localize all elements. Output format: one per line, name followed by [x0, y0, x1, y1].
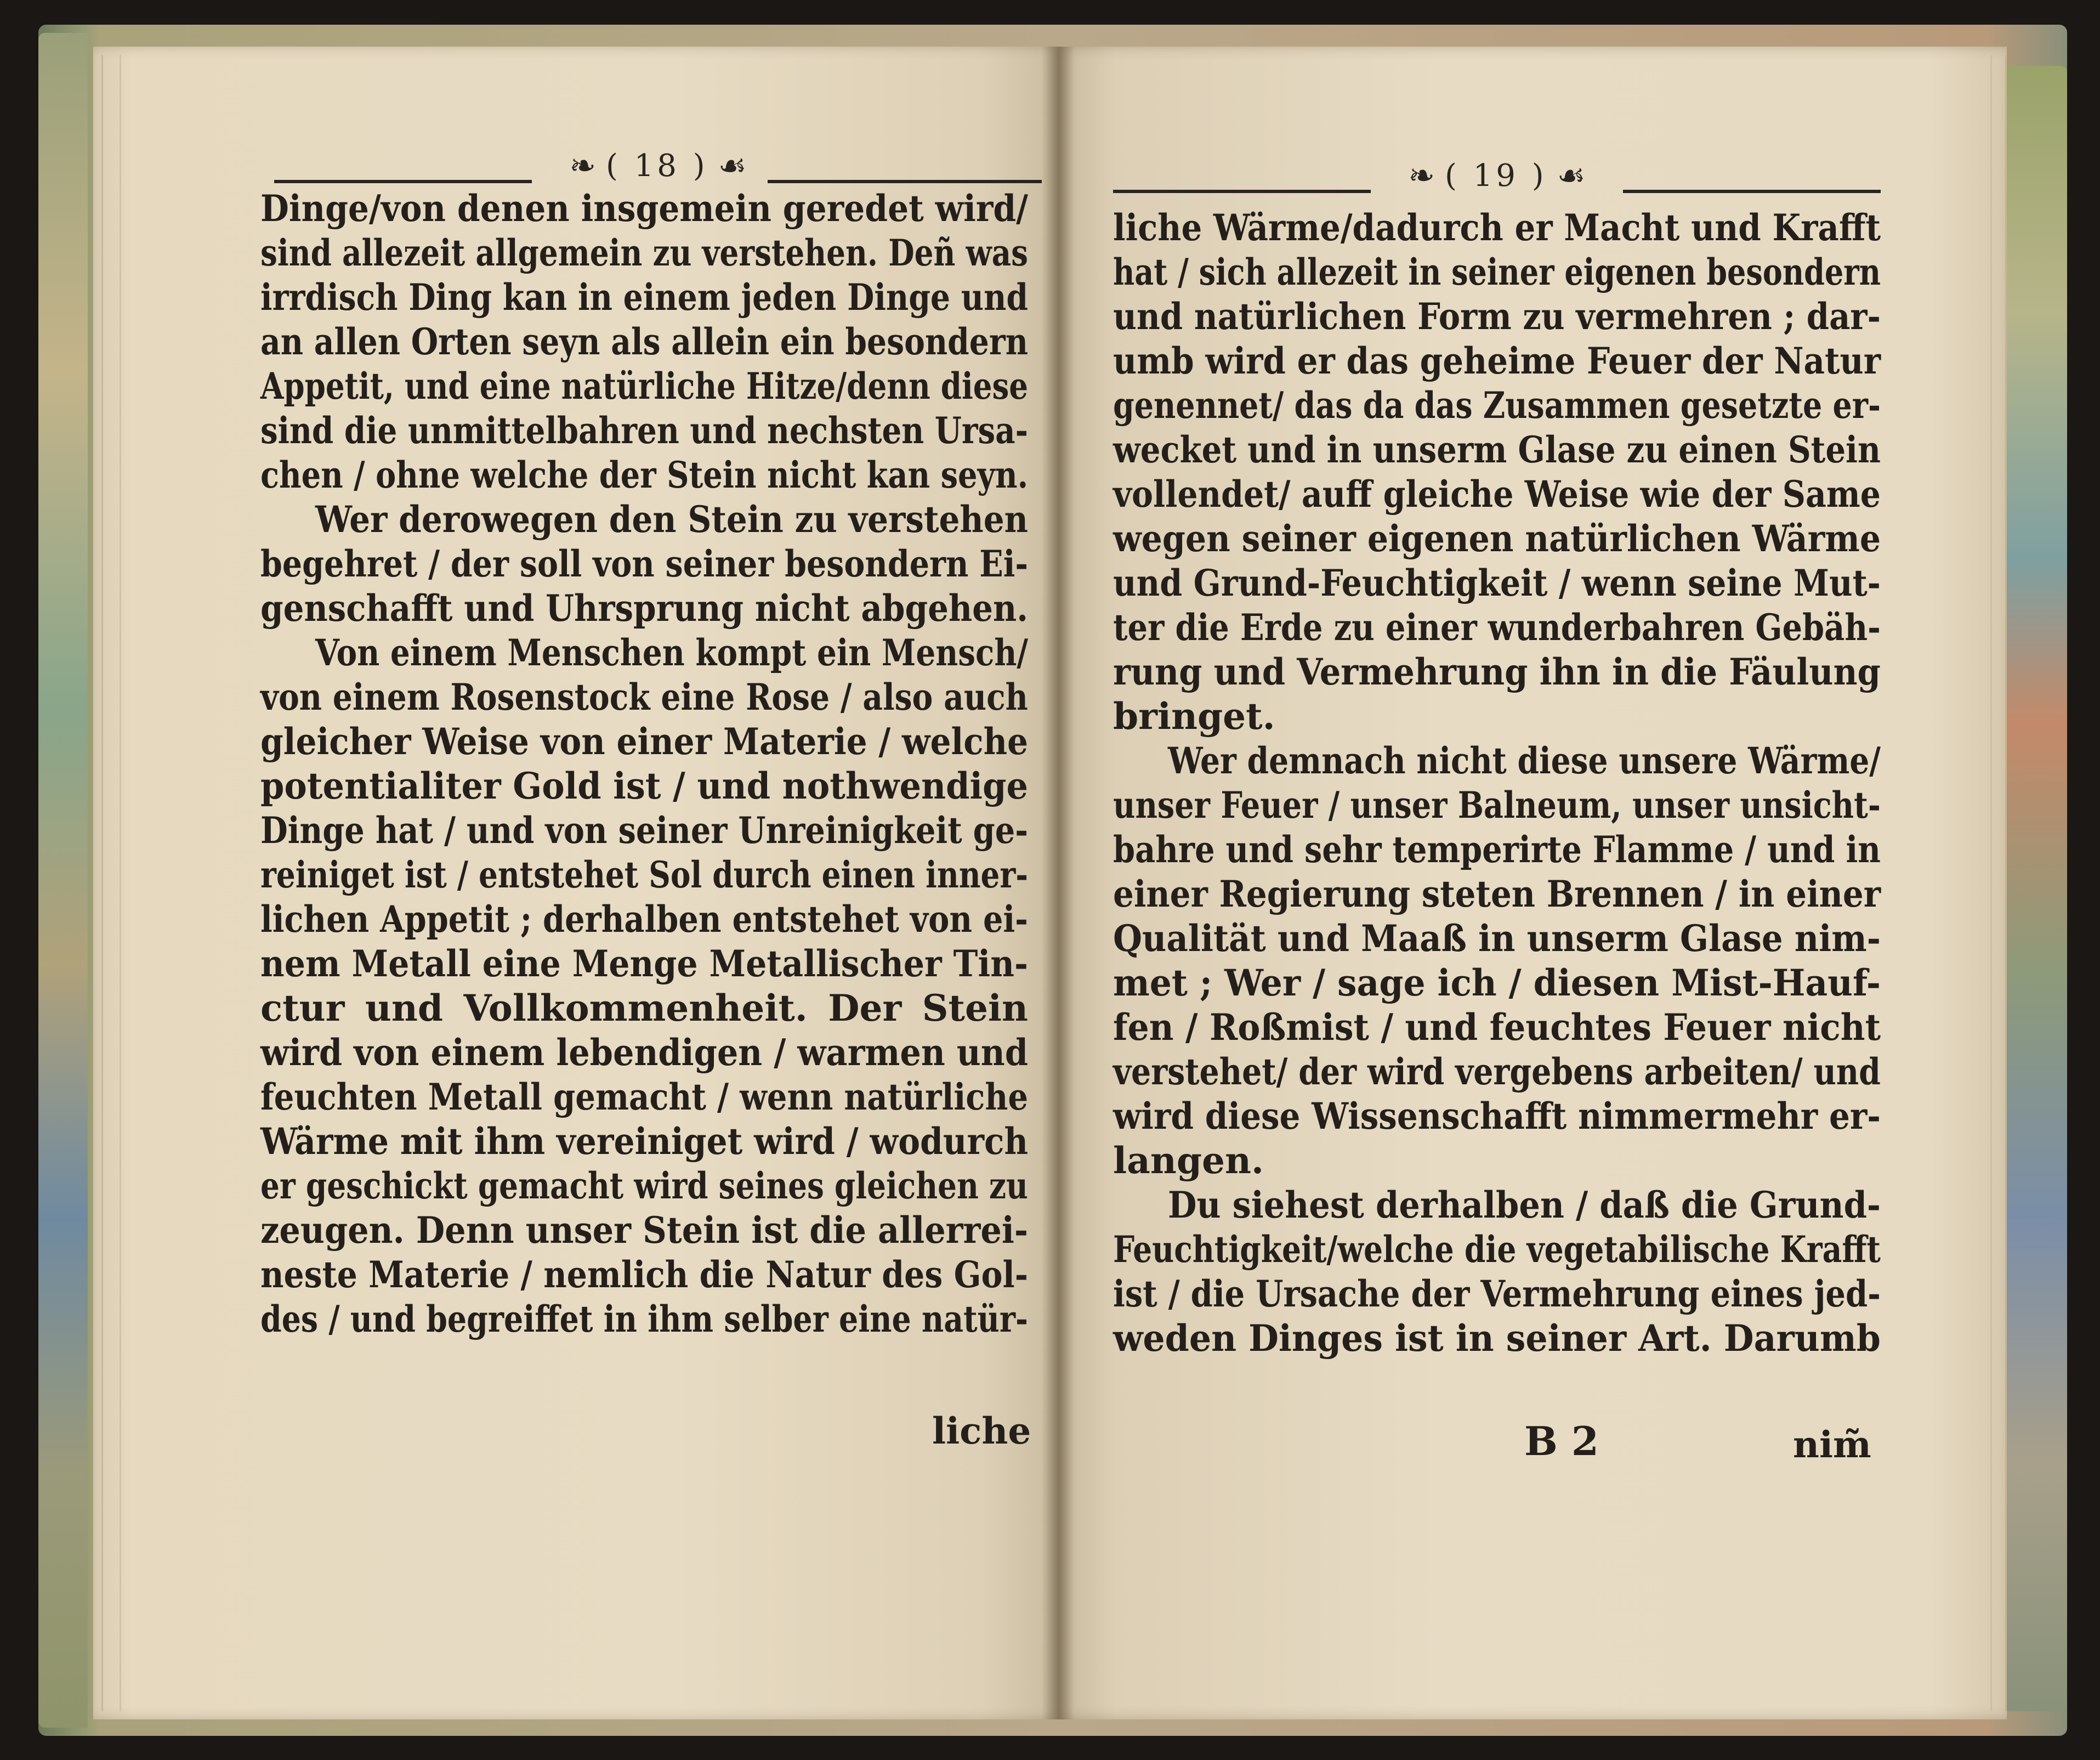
text-line: genennet/ das da das Zusammen gesetzte er-: [1113, 384, 1881, 427]
text-line: langen.: [1113, 1139, 1264, 1182]
text-line: met ; Wer / sage ich / diesen Mist-Hauf-: [1113, 961, 1881, 1004]
text-line: ist / die Ursache der Vermehrung eines jed-: [1113, 1272, 1881, 1315]
text-line: sind allezeit allgemein zu verstehen. Deñ was: [260, 231, 1029, 274]
right-page-text-block: [1113, 206, 1881, 1361]
text-line: verstehet/ der wird vergebens arbeiten/ und: [1113, 1050, 1881, 1093]
text-line: nem Metall eine Menge Metallischer Tin-: [260, 942, 1028, 985]
page-number: ( 19 ): [1445, 157, 1547, 194]
signature-mark: B 2: [1524, 1418, 1599, 1464]
text-line: gleicher Weise von einer Materie / welche: [260, 720, 1029, 763]
text-line: Wer demnach nicht diese unsere Wärme/: [1168, 739, 1881, 782]
text-line: genschafft und Uhrsprung nicht abgehen.: [260, 587, 1029, 630]
text-line: feuchten Metall gemacht / wenn natürliche: [260, 1076, 1028, 1118]
text-line: neste Materie / nemlich die Natur des Gol-: [260, 1253, 1029, 1296]
text-line: chen / ohne welche der Stein nicht kan seyn.: [260, 454, 1029, 496]
header-rule: [768, 180, 1042, 183]
header-rule: [1113, 190, 1371, 193]
text-line: und natürlichen Form zu vermehren ; dar-: [1113, 295, 1881, 338]
text-line: an allen Orten seyn als allein ein besondern: [260, 320, 1029, 363]
marbled-cover-right: [2007, 66, 2067, 1711]
text-line: er geschickt gemacht wird seines gleichen zu: [260, 1164, 1028, 1207]
text-line: lichen Appetit ; derhalben entstehet von ei-: [260, 898, 1028, 941]
text-line: Wärme mit ihm vereiniget wird / wodurch: [260, 1120, 1029, 1163]
text-line: hat / sich allezeit in seiner eigenen besondern: [1113, 251, 1881, 293]
text-line: bringet.: [1113, 695, 1275, 738]
text-line: wird diese Wissenschafft nimmermehr er-: [1113, 1095, 1881, 1138]
fleuron-ornament-icon: ☙: [718, 147, 747, 184]
left-page-edges: [101, 55, 121, 1711]
text-line: Feuchtigkeit/welche die vegetabilische Krafft: [1113, 1228, 1881, 1271]
text-line: von einem Rosenstock eine Rose / also auch: [260, 676, 1028, 718]
text-line: Dinge hat / und von seiner Unreinigkeit ge-: [260, 809, 1029, 852]
right-page-edges: [1990, 55, 2007, 1711]
text-line: wird von einem lebendigen / warmen und: [260, 1031, 1028, 1074]
text-line: Du siehest derhalben / daß die Grund-: [1168, 1184, 1881, 1226]
text-line: vollendet/ auff gleiche Weise wie der Same: [1113, 473, 1881, 516]
text-line: einer Regierung steten Brennen / in einer: [1113, 873, 1881, 915]
header-rule: [1623, 190, 1881, 193]
text-line: unser Feuer / unser Balneum, unser unsicht-: [1113, 784, 1881, 827]
page-number: ( 18 ): [606, 148, 708, 184]
text-line: fen / Roßmist / und feuchtes Feuer nicht: [1113, 1006, 1881, 1049]
left-page-header: [274, 144, 1042, 188]
text-line: umb wird er das geheime Feuer der Natur: [1113, 339, 1881, 382]
text-line: Dinge/von denen insgemein geredet wird/: [260, 187, 1029, 230]
text-line: ctur und Vollkommenheit. Der Stein: [260, 987, 1028, 1029]
right-page-header: [1113, 154, 1881, 197]
text-line: bahre und sehr temperirte Flamme / und in: [1113, 828, 1881, 871]
marbled-cover-left: [38, 33, 88, 1728]
text-line: ter die Erde zu einer wunderbahren Gebäh-: [1113, 606, 1881, 649]
catchword: nim̃: [1793, 1423, 1871, 1466]
text-line: des / und begreiffet in ihm selber eine natür-: [260, 1298, 1028, 1340]
text-line: Appetit, und eine natürliche Hitze/denn diese: [260, 365, 1029, 408]
text-line: wecket und in unserm Glase zu einen Stein: [1113, 428, 1881, 471]
header-rule: [274, 180, 532, 183]
fleuron-ornament-icon: ❧: [569, 147, 597, 184]
text-line: weden Dinges ist in seiner Art. Darumb: [1113, 1317, 1881, 1360]
text-line: sind die unmittelbahren und nechsten Ursa-: [260, 409, 1028, 452]
fleuron-ornament-icon: ☙: [1557, 157, 1586, 194]
text-line: Von einem Menschen kompt ein Mensch/: [315, 631, 1028, 674]
text-line: liche Wärme/dadurch er Macht und Krafft: [1113, 206, 1881, 249]
text-line: begehret / der soll von seiner besondern Ei-: [260, 542, 1029, 585]
text-line: reiniget ist / entstehet Sol durch einen inner-: [260, 853, 1029, 896]
text-line: irrdisch Ding kan in einem jeden Dinge und: [260, 276, 1029, 319]
text-line: Qualität und Maaß in unserm Glase nim-: [1113, 917, 1881, 960]
text-line: Wer derowegen den Stein zu verstehen: [315, 498, 1028, 541]
fleuron-ornament-icon: ❧: [1408, 157, 1435, 194]
left-page-text-block: [260, 186, 1028, 1342]
catchword: liche: [932, 1410, 1031, 1452]
text-line: wegen seiner eigenen natürlichen Wärme: [1113, 517, 1881, 560]
book-gutter: [1042, 47, 1075, 1719]
text-line: und Grund-Feuchtigkeit / wenn seine Mut-: [1113, 562, 1881, 604]
text-line: zeugen. Denn unser Stein ist die allerrei-: [260, 1209, 1028, 1252]
text-line: potentialiter Gold ist / und nothwendige: [260, 765, 1029, 807]
text-line: rung und Vermehrung ihn in die Fäulung: [1113, 650, 1881, 693]
